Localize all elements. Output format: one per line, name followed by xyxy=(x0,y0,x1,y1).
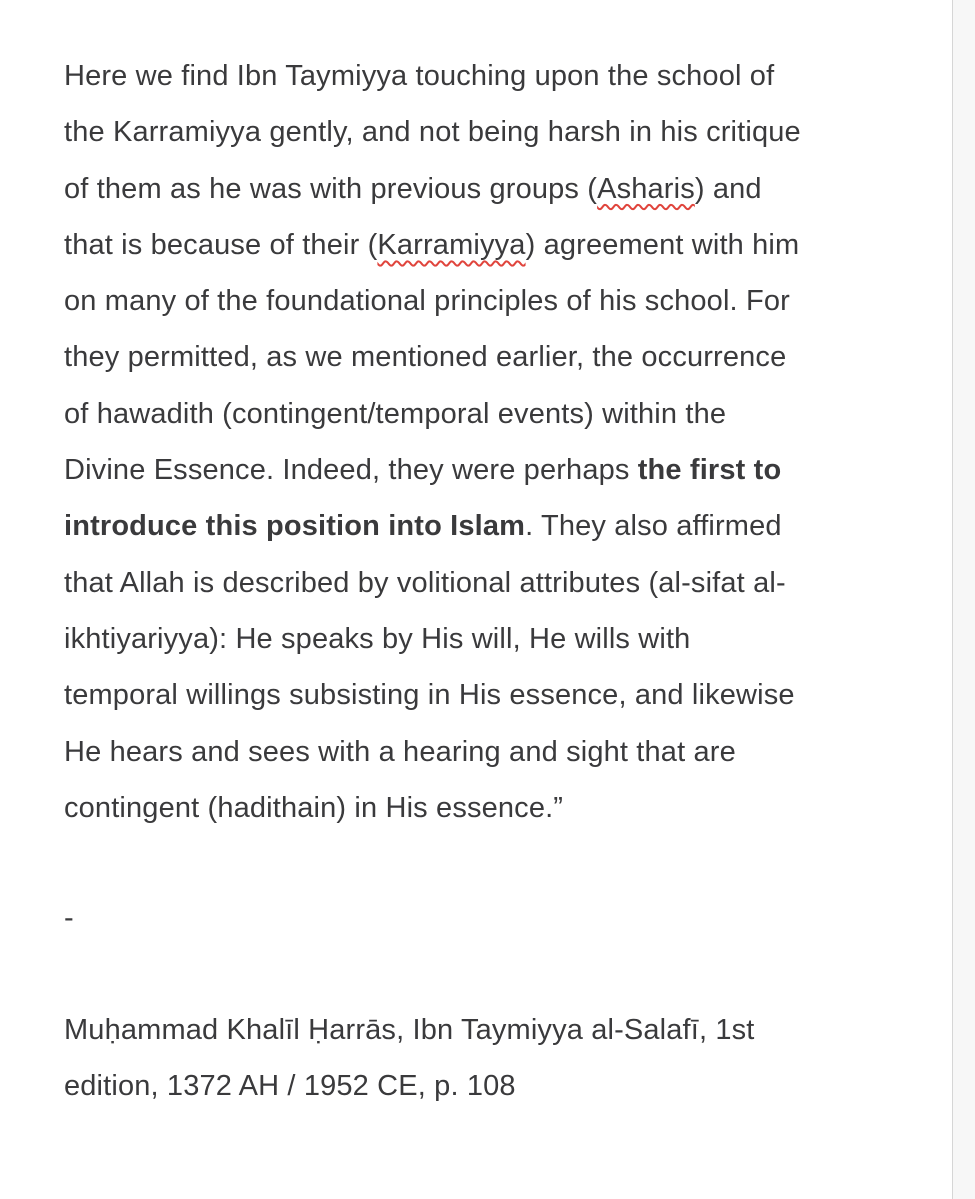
text-run: contingent (hadithain) in His essence.” xyxy=(64,791,564,824)
text-run: Divine Essence. Indeed, they were perhaps xyxy=(64,454,638,487)
paragraph-line xyxy=(64,555,924,611)
text-run: that Allah is described by volitional attributes (al-sifat al- xyxy=(64,566,786,599)
spellcheck-flagged-word: Karramiyya xyxy=(377,228,526,261)
paragraph-line xyxy=(64,48,924,104)
paragraph-line xyxy=(64,442,924,498)
text-run: ) agreement with him xyxy=(525,228,800,261)
paragraph-line xyxy=(64,724,924,780)
paragraph-line xyxy=(64,611,924,667)
paragraph-line xyxy=(64,329,924,385)
text-run: that is because of their ( xyxy=(64,228,378,261)
separator-dash: - xyxy=(64,902,74,934)
spellcheck-flagged-word: Asharis xyxy=(597,172,695,205)
paragraph-line xyxy=(64,104,924,160)
paragraph-line xyxy=(64,273,924,329)
text-run: they permitted, as we mentioned earlier, the occurrence xyxy=(64,341,787,374)
text-run: of them as he was with previous groups ( xyxy=(64,172,598,205)
vertical-scrollbar[interactable] xyxy=(952,0,975,1199)
text-run: temporal willings subsisting in His essence, and likewise xyxy=(64,679,795,712)
citation-line: Muḥammad Khalīl Ḥarrās, Ibn Taymiyya al-Salafī, 1st xyxy=(64,1014,755,1046)
paragraph-line xyxy=(64,498,924,554)
body-paragraph[interactable] xyxy=(64,48,924,836)
paragraph-line xyxy=(64,217,924,273)
text-run: of hawadith (contingent/temporal events) within the xyxy=(64,397,727,430)
text-run: on many of the foundational principles of his school. For xyxy=(64,285,790,318)
citation[interactable] xyxy=(64,1002,924,1115)
bold-emphasis: the first to xyxy=(637,454,782,487)
citation-line: edition, 1372 AH / 1952 CE, p. 108 xyxy=(64,1070,516,1103)
paragraph-line xyxy=(64,161,924,217)
paragraph-line xyxy=(64,780,924,836)
paragraph-line xyxy=(64,386,924,442)
text-run: He hears and sees with a hearing and sight that are xyxy=(64,735,736,768)
text-run: ) and xyxy=(694,172,762,205)
text-run: the Karramiyya gently, and not being harsh in his critique xyxy=(64,116,801,149)
bold-emphasis: introduce this position into Islam xyxy=(64,510,526,543)
text-run: ikhtiyariyya): He speaks by His will, He wills with xyxy=(64,622,691,655)
paragraph-line xyxy=(64,667,924,723)
text-run: . They also affirmed xyxy=(525,510,782,543)
text-run: Here we find Ibn Taymiyya touching upon the school of xyxy=(64,60,775,92)
